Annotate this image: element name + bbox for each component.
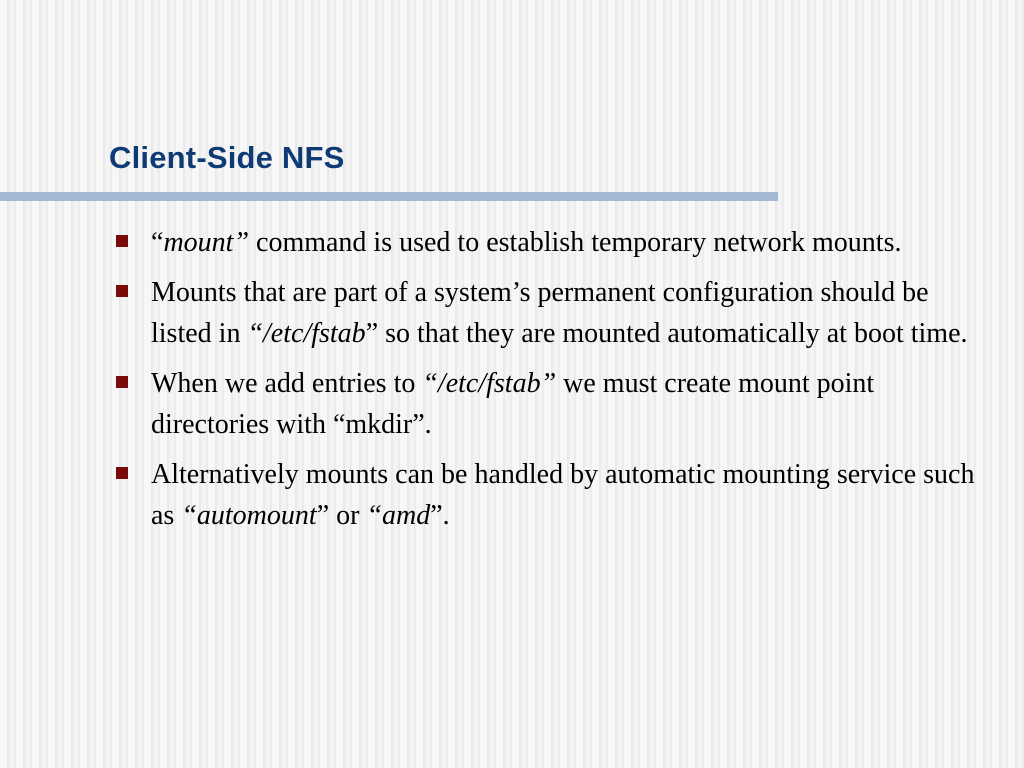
bullet-text: “ — [151, 227, 164, 258]
bullet-text: command is used to establish temporary network mounts. — [249, 227, 902, 258]
square-bullet-icon — [116, 376, 128, 388]
bullet-item — [0, 363, 1024, 445]
bullet-text: we must create mount point directories with “mkdir”. — [151, 368, 875, 440]
bullet-text-italic: mount” — [163, 227, 250, 258]
bullet-text-italic: “amd — [366, 500, 431, 531]
bullet-text: When we add entries to — [151, 368, 423, 399]
title-underline-rule — [0, 192, 778, 201]
bullet-text-italic: “automount — [181, 500, 317, 531]
bullet-list — [0, 222, 1024, 545]
bullet-item — [0, 454, 1024, 536]
bullet-text: ”. — [430, 500, 450, 531]
bullet-text: Mounts that are part of a system’s permanent configuration should be listed in — [151, 277, 929, 349]
bullet-text: Alternatively mounts can be handled by automatic mounting service such as — [151, 459, 975, 531]
square-bullet-icon — [116, 285, 128, 297]
square-bullet-icon — [116, 467, 128, 479]
bullet-text: ” so that they are mounted automatically at boot time. — [365, 318, 968, 349]
square-bullet-icon — [116, 235, 128, 247]
bullet-text-italic: “/etc/fstab” — [422, 368, 557, 399]
slide-title: Client-Side NFS — [109, 140, 345, 175]
bullet-text-italic: “/etc/fstab — [247, 318, 366, 349]
bullet-text: ” or — [316, 500, 367, 531]
bullet-item — [0, 222, 1024, 263]
bullet-item — [0, 272, 1024, 354]
